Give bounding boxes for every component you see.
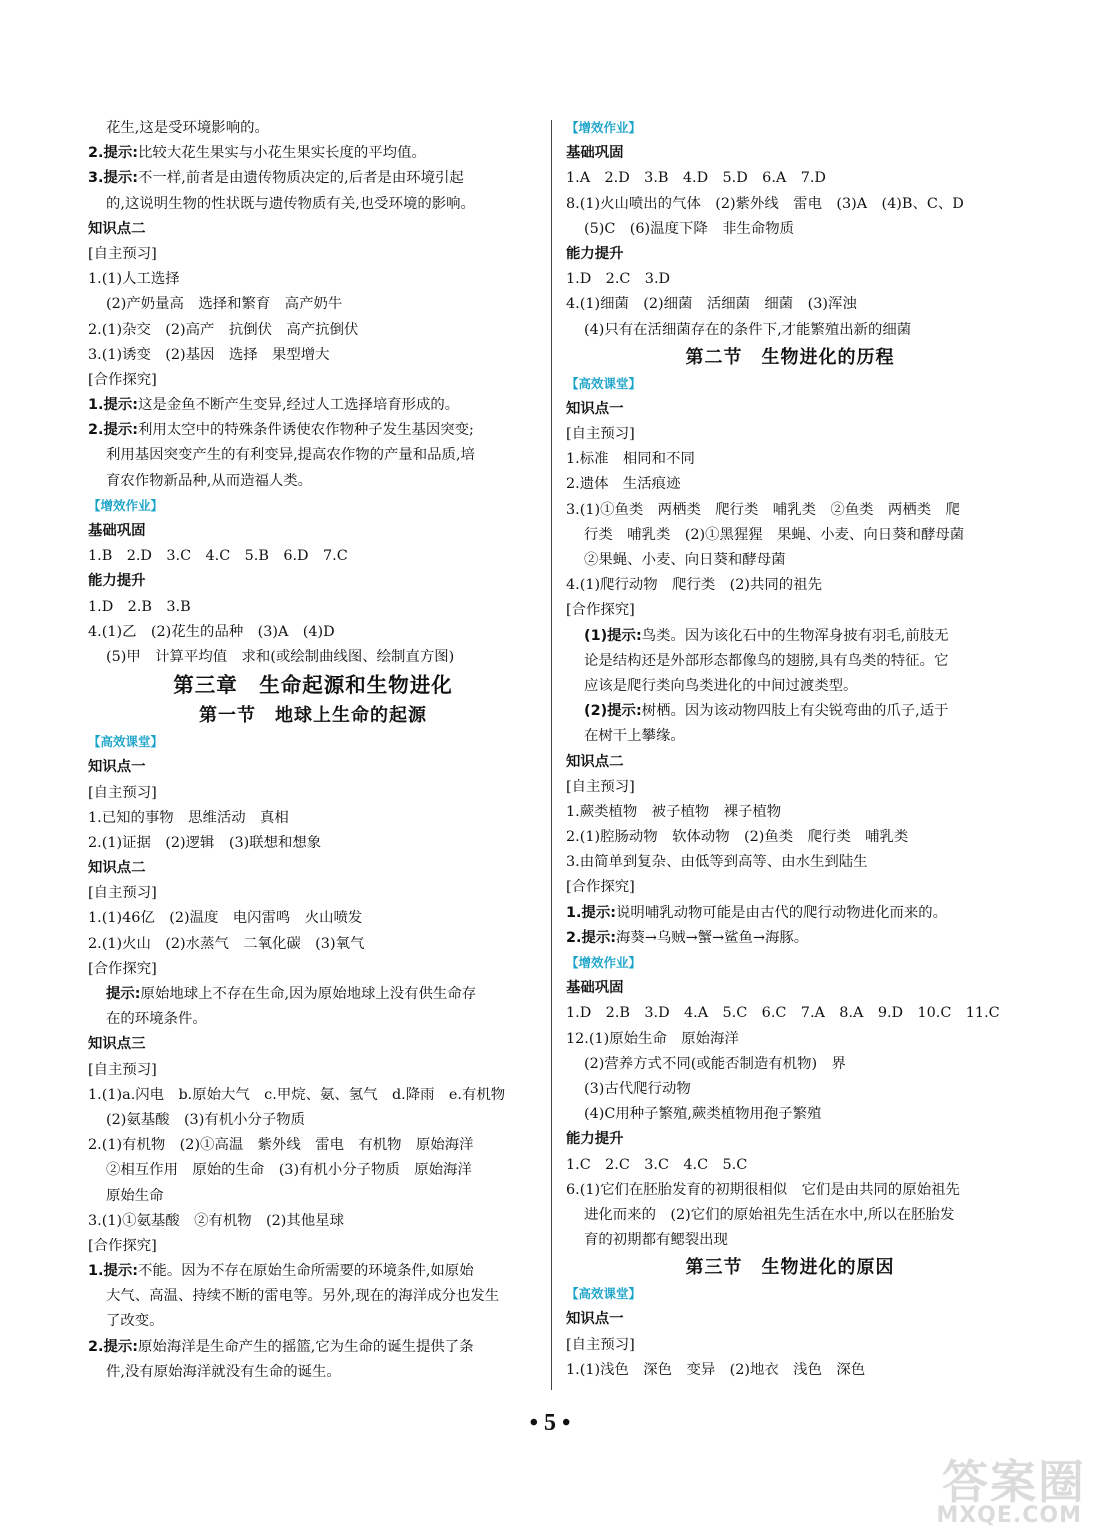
answer-text: 花生,这是受环境影响的。 bbox=[106, 120, 269, 136]
answer-line bbox=[88, 1234, 538, 1259]
hint-label: 2.提示: bbox=[566, 929, 617, 946]
column-divider bbox=[551, 120, 552, 1390]
answer-text: (2)营养方式不同(或能否制造有机物) 界 bbox=[584, 1055, 846, 1072]
section-tag-label: 【高效课堂】 bbox=[566, 375, 642, 391]
section-tag-label: 【增效作业】 bbox=[566, 120, 642, 135]
answer-text: 1.D 2.C 3.D bbox=[566, 271, 671, 288]
answer-line bbox=[566, 1178, 1014, 1203]
answer-line bbox=[88, 982, 538, 1007]
hint-label: 2.提示: bbox=[88, 145, 139, 162]
answer-text: 树栖。因为该动物四肢上有尖锐弯曲的爪子,适于 bbox=[641, 703, 949, 720]
page-number: • 5 • bbox=[529, 1410, 571, 1436]
hint-label: 2.提示: bbox=[88, 1338, 139, 1355]
subsection-heading: 知识点一 bbox=[566, 400, 624, 417]
answer-line bbox=[566, 166, 1014, 191]
answer-line bbox=[88, 1083, 538, 1108]
answer-line bbox=[566, 1027, 1014, 1052]
section-tag bbox=[566, 951, 1014, 976]
answer-text: 不能。因为不存在原始生命所需要的环境条件,如原始 bbox=[138, 1263, 474, 1280]
answer-text: [自主预习] bbox=[566, 1336, 635, 1353]
answer-text: 1.C 2.C 3.C 4.C 5.C bbox=[566, 1156, 748, 1173]
answer-text: 不一样,前者是由遗传物质决定的,后者是由环境引起 bbox=[138, 170, 464, 187]
hint-label: (2)提示: bbox=[584, 703, 642, 720]
answer-line bbox=[566, 1228, 1014, 1253]
answer-line bbox=[566, 498, 1014, 523]
answer-text: 利用太空中的特殊条件诱使农作物种子发生基因突变; bbox=[138, 422, 474, 439]
answer-text: 大气、高温、持续不断的雷电等。另外,现在的海洋成分也发生 bbox=[106, 1288, 500, 1305]
answer-text: 进化而来的 (2)它们的原始祖先生活在水中,所以在胚胎发 bbox=[584, 1206, 955, 1223]
answer-text: 1.(1)a.闪电 b.原始大气 c.甲烷、氨、氢气 d.降雨 e.有机物 bbox=[88, 1086, 506, 1103]
answer-text: [合作探究] bbox=[566, 879, 635, 896]
answer-line bbox=[88, 267, 538, 292]
answer-text: 了改变。 bbox=[106, 1313, 164, 1330]
answer-line bbox=[566, 875, 1014, 900]
section-tag-label: 【高效课堂】 bbox=[88, 734, 164, 750]
watermark-url: MXQE.COM bbox=[936, 1503, 1082, 1528]
answer-line bbox=[88, 881, 538, 906]
answer-line bbox=[566, 1052, 1014, 1077]
subsection-heading: 知识点二 bbox=[88, 220, 146, 237]
answer-line bbox=[566, 422, 1014, 447]
answer-text: 这是金鱼不断产生变异,经过人工选择培育形成的。 bbox=[138, 397, 460, 414]
section-title: 第一节 地球上生命的起源 bbox=[199, 705, 427, 727]
subsection-heading: 知识点二 bbox=[566, 753, 624, 770]
subsection-heading: 能力提升 bbox=[566, 245, 624, 262]
answer-line bbox=[566, 523, 1014, 548]
answer-line bbox=[88, 1209, 538, 1234]
answer-text: 1.(1)人工选择 bbox=[88, 271, 180, 288]
answer-line bbox=[566, 447, 1014, 472]
answer-text: (2)产奶量高 选择和繁育 高产奶牛 bbox=[106, 296, 343, 313]
answer-text: 1.D 2.B 3.D 4.A 5.C 6.C 7.A 8.A 9.D 10.C 11.C bbox=[566, 1005, 1000, 1022]
section-tag bbox=[566, 372, 1014, 397]
answer-text: 论是结构还是外部形态都像鸟的翅膀,具有鸟类的特征。它 bbox=[584, 652, 949, 669]
answer-text: 4.(1)爬行动物 爬行类 (2)共同的祖先 bbox=[566, 577, 822, 594]
answer-line bbox=[88, 1284, 538, 1309]
subsection-heading: 能力提升 bbox=[566, 1131, 624, 1148]
answer-line bbox=[566, 775, 1014, 800]
answer-text: [合作探究] bbox=[88, 1237, 157, 1254]
subsection-heading: 知识点一 bbox=[88, 759, 146, 776]
answer-line bbox=[88, 932, 538, 957]
answer-text: (5)甲 计算平均值 求和(或绘制曲线图、绘制直方图) bbox=[106, 648, 455, 665]
answer-line bbox=[88, 292, 538, 317]
answer-line bbox=[88, 806, 538, 831]
subsection-heading: 能力提升 bbox=[88, 573, 146, 590]
answer-text: 4.(1)乙 (2)花生的品种 (3)A (4)D bbox=[88, 623, 335, 640]
answer-line bbox=[566, 850, 1014, 875]
answer-text: 3.(1)诱变 (2)基因 选择 果型增大 bbox=[88, 346, 330, 363]
answer-text: 2.(1)杂交 (2)高产 抗倒伏 高产抗倒伏 bbox=[88, 321, 359, 338]
answer-text: 鸟类。因为该化石中的生物浑身披有羽毛,前肢无 bbox=[641, 627, 949, 644]
answer-text: [自主预习] bbox=[88, 885, 157, 902]
answer-text: [合作探究] bbox=[566, 602, 635, 619]
answer-text: 育农作物新品种,从而造福人类。 bbox=[106, 472, 313, 489]
subsection-heading: 知识点三 bbox=[88, 1036, 146, 1053]
left-column bbox=[88, 116, 538, 1385]
section-tag bbox=[88, 494, 538, 519]
answer-text: (3)古代爬行动物 bbox=[584, 1080, 691, 1097]
subsection-heading: 基础巩固 bbox=[566, 145, 624, 162]
answer-line bbox=[566, 674, 1014, 699]
answer-text: 2.遗体 生活痕迹 bbox=[566, 476, 681, 493]
answer-text: 8.(1)火山喷出的气体 (2)紫外线 雷电 (3)A (4)B、C、D bbox=[566, 195, 964, 212]
answer-text: 6.(1)它们在胚胎发育的初期很相似 它们是由共同的原始祖先 bbox=[566, 1181, 960, 1198]
answer-line bbox=[566, 926, 1014, 951]
answer-text: 件,没有原始海洋就没有生命的诞生。 bbox=[106, 1363, 341, 1380]
answer-line bbox=[88, 469, 538, 494]
answer-text: 3.(1)①氨基酸 ②有机物 (2)其他星球 bbox=[88, 1212, 344, 1229]
answer-text: 1.B 2.D 3.C 4.C 5.B 6.D 7.C bbox=[88, 548, 348, 565]
answer-text: 说明哺乳动物可能是由古代的爬行动物进化而来的。 bbox=[616, 904, 948, 921]
answer-text: 1.标准 相同和不同 bbox=[566, 451, 695, 468]
section-tag-label: 【高效课堂】 bbox=[566, 1286, 642, 1302]
answer-line bbox=[566, 901, 1014, 926]
hint-label: 1.提示: bbox=[88, 397, 139, 414]
answer-text: [自主预习] bbox=[566, 778, 635, 795]
answer-text: 3.(1)①鱼类 两栖类 爬行类 哺乳类 ②鱼类 两栖类 爬 bbox=[566, 501, 960, 518]
answer-line bbox=[566, 573, 1014, 598]
answer-line bbox=[88, 1335, 538, 1360]
answer-text: 原始地球上不存在生命,因为原始地球上没有供生命存 bbox=[140, 986, 477, 1002]
subsection-heading: 知识点二 bbox=[88, 860, 146, 877]
answer-line bbox=[88, 620, 538, 645]
answer-text: 利用基因突变产生的有利变异,提高农作物的产量和品质,培 bbox=[106, 447, 475, 464]
answer-text: 1.(1)浅色 深色 变异 (2)地衣 浅色 深色 bbox=[566, 1361, 866, 1378]
answer-text: 1.蕨类植物 被子植物 裸子植物 bbox=[566, 803, 782, 820]
answer-line bbox=[566, 192, 1014, 217]
answer-line bbox=[566, 318, 1014, 343]
section-tag bbox=[566, 116, 1014, 141]
answer-line bbox=[566, 1358, 1014, 1383]
answer-line bbox=[566, 1153, 1014, 1178]
chapter-title: 第三章 生命起源和生物进化 bbox=[173, 673, 453, 698]
answer-line bbox=[88, 1259, 538, 1284]
answer-text: (2)氨基酸 (3)有机小分子物质 bbox=[106, 1111, 306, 1128]
answer-text: 2.(1)火山 (2)水蒸气 二氧化碳 (3)氧气 bbox=[88, 935, 365, 952]
answer-text: 原始生命 bbox=[106, 1187, 164, 1204]
section-tag-label: 【增效作业】 bbox=[88, 497, 164, 513]
answer-line bbox=[88, 192, 538, 217]
answer-line bbox=[88, 1007, 538, 1032]
answer-text: 1.A 2.D 3.B 4.D 5.D 6.A 7.D bbox=[566, 170, 826, 187]
answer-text: 3.由简单到复杂、由低等到高等、由水生到陆生 bbox=[566, 854, 868, 871]
answer-text: [自主预习] bbox=[88, 245, 157, 262]
answer-text: 1.已知的事物 思维活动 真相 bbox=[88, 809, 289, 826]
hint-label: 1.提示: bbox=[88, 1263, 139, 1280]
answer-line bbox=[88, 393, 538, 418]
answer-line bbox=[566, 267, 1014, 292]
answer-line bbox=[566, 649, 1014, 674]
watermark-logo bbox=[916, 1446, 1086, 1528]
section-title: 第三节 生物进化的原因 bbox=[685, 1257, 895, 1279]
answer-line bbox=[88, 544, 538, 569]
answer-line bbox=[88, 242, 538, 267]
answer-line bbox=[566, 598, 1014, 623]
answer-line bbox=[88, 1108, 538, 1133]
answer-text: 比较大花生果实与小花生果实长度的平均值。 bbox=[138, 145, 426, 162]
answer-text: [自主预习] bbox=[88, 784, 157, 801]
answer-line bbox=[566, 1001, 1014, 1026]
answer-line bbox=[88, 1158, 538, 1183]
answer-text: 2.(1)腔肠动物 软体动物 (2)鱼类 爬行类 哺乳类 bbox=[566, 829, 909, 846]
answer-line bbox=[88, 1309, 538, 1334]
section-tag-label: 【增效作业】 bbox=[566, 955, 642, 970]
answer-text: [合作探究] bbox=[88, 960, 157, 977]
answer-line bbox=[88, 595, 538, 620]
subsection-heading: 基础巩固 bbox=[566, 980, 624, 997]
watermark-title: 答案圈 bbox=[942, 1455, 1086, 1509]
answer-line bbox=[566, 1102, 1014, 1127]
hint-label: 2.提示: bbox=[88, 422, 139, 439]
answer-line bbox=[88, 957, 538, 982]
answer-line bbox=[566, 1333, 1014, 1358]
answer-line bbox=[566, 800, 1014, 825]
answer-line bbox=[566, 624, 1014, 649]
answer-line bbox=[88, 831, 538, 856]
answer-text: 1.D 2.B 3.B bbox=[88, 598, 191, 615]
answer-text: (4)C用种子繁殖,蕨类植物用孢子繁殖 bbox=[584, 1106, 822, 1123]
answer-text: 海葵→乌贼→蟹→鲨鱼→海豚。 bbox=[616, 929, 809, 946]
hint-label: (1)提示: bbox=[584, 627, 642, 644]
answer-line bbox=[88, 166, 538, 191]
answer-line bbox=[88, 906, 538, 931]
answer-line bbox=[566, 1203, 1014, 1228]
answer-text: 在的环境条件。 bbox=[106, 1011, 207, 1028]
answer-text: ②相互作用 原始的生命 (3)有机小分子物质 原始海洋 bbox=[106, 1162, 472, 1179]
answer-text: 的,这说明生物的性状既与遗传物质有关,也受环境的影响。 bbox=[106, 195, 475, 212]
section-tag bbox=[88, 730, 538, 755]
answer-line bbox=[88, 318, 538, 343]
answer-line bbox=[88, 368, 538, 393]
answer-text: 12.(1)原始生命 原始海洋 bbox=[566, 1030, 739, 1047]
answer-line bbox=[88, 1133, 538, 1158]
answer-line bbox=[566, 292, 1014, 317]
subsection-heading: 基础巩固 bbox=[88, 523, 146, 539]
answer-line bbox=[566, 825, 1014, 850]
answer-text: 2.(1)有机物 (2)①高温 紫外线 雷电 有机物 原始海洋 bbox=[88, 1137, 474, 1154]
answer-text: (4)只有在活细菌存在的条件下,才能繁殖出新的细菌 bbox=[584, 321, 912, 338]
answer-line bbox=[88, 1058, 538, 1083]
answer-line bbox=[566, 699, 1014, 724]
answer-line bbox=[566, 1077, 1014, 1102]
answer-line bbox=[88, 443, 538, 468]
section-title: 第二节 生物进化的历程 bbox=[685, 346, 895, 368]
answer-line bbox=[566, 548, 1014, 573]
answer-text: 育的初期都有鳃裂出现 bbox=[584, 1232, 728, 1249]
answer-text: 在树干上攀缘。 bbox=[584, 728, 685, 745]
answer-text: [自主预习] bbox=[566, 426, 635, 443]
answer-text: (5)C (6)温度下降 非生命物质 bbox=[584, 220, 795, 237]
answer-text: ②果蝇、小麦、向日葵和酵母菌 bbox=[584, 552, 786, 568]
answer-line bbox=[88, 343, 538, 368]
answer-line bbox=[88, 1360, 538, 1385]
answer-text: [自主预习] bbox=[88, 1061, 157, 1078]
section-tag bbox=[566, 1282, 1014, 1307]
hint-label: 3.提示: bbox=[88, 170, 139, 187]
answer-text: 原始海洋是生命产生的摇篮,它为生命的诞生提供了条 bbox=[138, 1338, 474, 1355]
answer-line bbox=[566, 472, 1014, 497]
answer-line bbox=[566, 217, 1014, 242]
answer-line bbox=[566, 724, 1014, 749]
answer-line bbox=[88, 781, 538, 806]
answer-text: 4.(1)细菌 (2)细菌 活细菌 细菌 (3)浑浊 bbox=[566, 296, 857, 313]
answer-text: 行类 哺乳类 (2)①黑猩猩 果蝇、小麦、向日葵和酵母菌 bbox=[584, 526, 965, 543]
answer-text: [合作探究] bbox=[88, 371, 157, 388]
answer-text: 应该是爬行类向鸟类进化的中间过渡类型。 bbox=[584, 677, 858, 694]
answer-line bbox=[88, 1184, 538, 1209]
answer-line bbox=[88, 645, 538, 670]
hint-label: 提示: bbox=[106, 986, 141, 1002]
answer-text: 1.(1)46亿 (2)温度 电闪雷鸣 火山喷发 bbox=[88, 910, 363, 927]
subsection-heading: 知识点一 bbox=[566, 1311, 624, 1328]
answer-line bbox=[88, 418, 538, 443]
right-column bbox=[566, 116, 1014, 1383]
answer-text: 2.(1)证据 (2)逻辑 (3)联想和想象 bbox=[88, 834, 322, 851]
answer-line bbox=[88, 116, 538, 141]
hint-label: 1.提示: bbox=[566, 904, 617, 921]
answer-line bbox=[88, 141, 538, 166]
